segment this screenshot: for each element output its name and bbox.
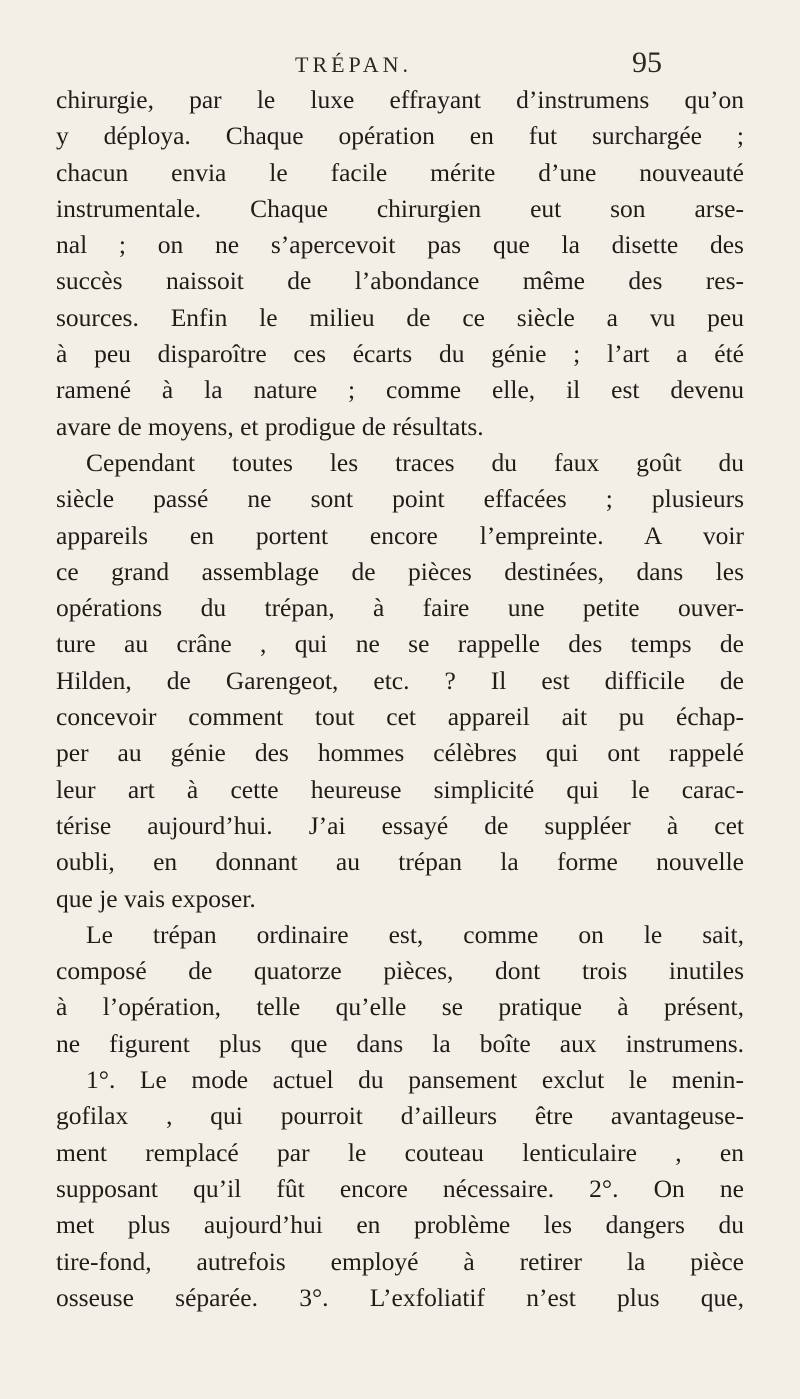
text-line: appareils en portent encore l’empreinte. A voir — [56, 520, 744, 550]
text-line: nal ; on ne s’apercevoit pas que la disette des — [56, 230, 744, 260]
text-line: succès naissoit de l’abondance même des res- — [56, 266, 744, 296]
text-line: concevoir comment tout cet appareil ait pu échap- — [56, 702, 744, 732]
text-line: supposant qu’il fût encore nécessaire. 2°. On ne — [56, 1173, 744, 1203]
text-line: opérations du trépan, à faire une petite ouver- — [56, 593, 744, 623]
text-line: leur art à cette heureuse simplicité qui le carac- — [56, 774, 744, 804]
text-line: gofilax , qui pourroit d’ailleurs être avantageuse- — [56, 1101, 744, 1131]
text-line: 1°. Le mode actuel du pansement exclut le menin- — [86, 1065, 744, 1095]
text-line: tire-fond, autrefois employé à retirer la pièce — [56, 1246, 744, 1276]
text-line: à l’opération, telle qu’elle se pratique à présent, — [56, 992, 744, 1022]
text-line: chacun envia le facile mérite d’une nouveauté — [56, 157, 744, 187]
text-line: à peu disparoître ces écarts du génie ; l’art a été — [56, 339, 744, 369]
running-title: TRÉPAN. — [295, 52, 413, 77]
text-line: oubli, en donnant au trépan la forme nouvelle — [56, 847, 744, 877]
text-line: siècle passé ne sont point effacées ; plusieurs — [56, 484, 744, 514]
text-line: per au génie des hommes célèbres qui ont rappelé — [56, 738, 744, 768]
text-line: térise aujourd’hui. J’ai essayé de suppléer à cet — [56, 810, 744, 840]
text-line: avare de moyens, et prodigue de résultats. — [56, 411, 484, 441]
text-line: osseuse séparée. 3°. L’exfoliatif n’est plus que, — [56, 1282, 744, 1312]
text-line: ne figurent plus que dans la boîte aux instrumens. — [56, 1028, 744, 1058]
text-line: y déploya. Chaque opération en fut surchargée ; — [56, 121, 744, 151]
body-text — [56, 82, 744, 1316]
text-line: ce grand assemblage de pièces destinées, dans les — [56, 556, 744, 586]
page-header — [0, 46, 800, 86]
text-line: ramené à la nature ; comme elle, il est devenu — [56, 375, 744, 405]
text-line: ment remplacé par le couteau lenticulaire , en — [56, 1137, 744, 1167]
text-line: Cependant toutes les traces du faux goût du — [86, 447, 744, 477]
text-line: Hilden, de Garengeot, etc. ? Il est difficile de — [56, 665, 744, 695]
text-line: composé de quatorze pièces, dont trois inutiles — [56, 956, 744, 986]
text-line: chirurgie, par le luxe effrayant d’instrumens qu’on — [56, 85, 744, 114]
text-line: met plus aujourd’hui en problème les dangers du — [56, 1210, 744, 1240]
text-line: que je vais exposer. — [56, 883, 256, 913]
text-line: instrumentale. Chaque chirurgien eut son arse- — [56, 193, 744, 223]
text-line: Le trépan ordinaire est, comme on le sait, — [86, 919, 744, 949]
text-line: sources. Enfin le milieu de ce siècle a vu peu — [56, 302, 744, 332]
page-number: 95 — [632, 46, 662, 79]
text-line: ture au crâne , qui ne se rappelle des temps de — [56, 629, 744, 659]
